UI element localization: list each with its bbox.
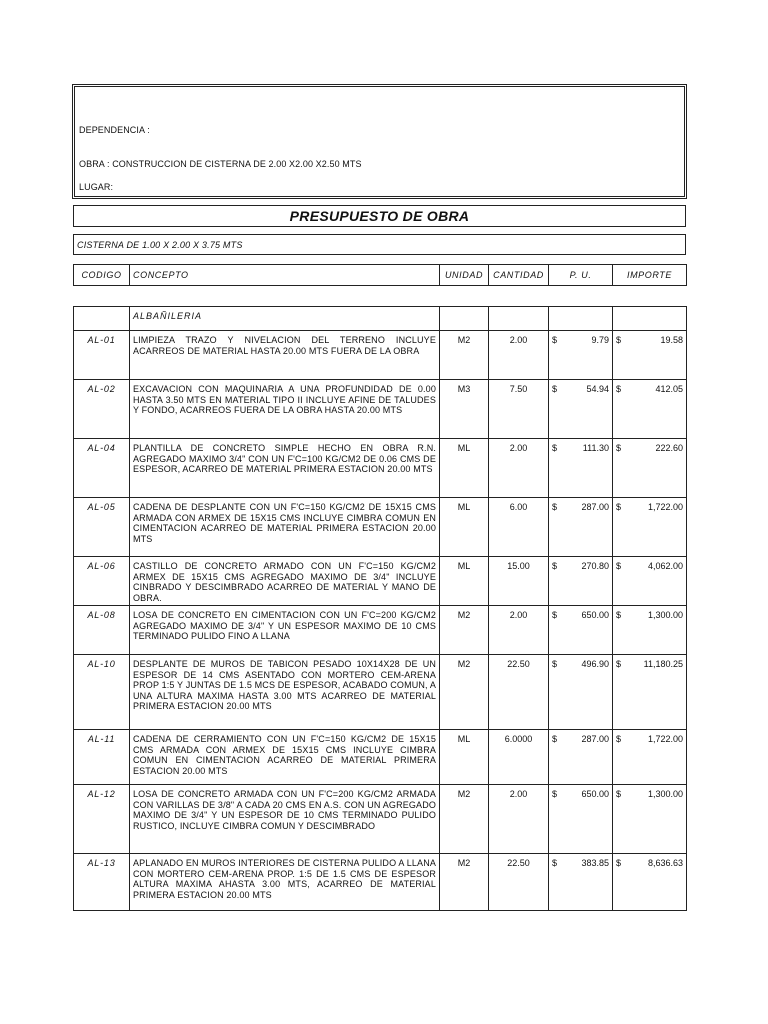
item-unit-price bbox=[549, 785, 613, 854]
item-unit-price bbox=[549, 380, 613, 439]
item-code: AL-01 bbox=[74, 331, 130, 380]
table-row bbox=[74, 380, 687, 439]
item-code: AL-06 bbox=[74, 557, 130, 606]
item-description: LOSA DE CONCRETO ARMADA CON UN F'C=200 KG/CM2 ARMADA CON VARILLAS DE 3/8" A CADA 20 CMS EN A.S. CON UN AGREGADO MAXIMO DE 3/4" Y UN ESPESOR DE 10 CMS TERMINADO PULIDO RUSTICO, INCLUYE CIMBRA COMUN Y DESCIMBRADO bbox=[130, 785, 440, 854]
item-description: CASTILLO DE CONCRETO ARMADO CON UN F'C=150 KG/CM2 ARMEX DE 15X15 CMS AGREGADO MAXIMO DE 3/4" INCLUYE CINBRADO Y DESCIMBRADO ACARREO DE MATERIAL Y MANO DE OBRA. bbox=[130, 557, 440, 606]
unit-price-value: 650.00 bbox=[581, 789, 609, 799]
item-quantity: 2.00 bbox=[489, 439, 549, 498]
importe-value: 8,636.63 bbox=[647, 858, 683, 868]
table-row bbox=[74, 854, 687, 911]
item-code: AL-12 bbox=[74, 785, 130, 854]
item-code: AL-13 bbox=[74, 854, 130, 911]
dependencia-label: DEPENDENCIA : bbox=[79, 125, 150, 135]
section-title: ALBAÑILERIA bbox=[130, 307, 440, 331]
table-row bbox=[74, 785, 687, 854]
item-quantity: 15.00 bbox=[489, 557, 549, 606]
importe-value: 1,722.00 bbox=[647, 734, 683, 744]
page-title: PRESUPUESTO DE OBRA bbox=[289, 208, 470, 224]
currency-symbol: $ bbox=[552, 335, 558, 345]
unit-price-value: 9.79 bbox=[591, 335, 609, 345]
importe-value: 4,062.00 bbox=[647, 561, 683, 571]
item-importe bbox=[613, 854, 687, 911]
table-row bbox=[74, 606, 687, 655]
item-unit: M2 bbox=[440, 655, 489, 730]
section-empty-cell bbox=[440, 307, 489, 331]
item-importe bbox=[613, 606, 687, 655]
column-header bbox=[73, 264, 687, 286]
currency-symbol: $ bbox=[616, 335, 622, 345]
item-unit-price bbox=[549, 854, 613, 911]
currency-symbol: $ bbox=[552, 610, 558, 620]
item-code: AL-10 bbox=[74, 655, 130, 730]
item-unit-price bbox=[549, 498, 613, 557]
title-box bbox=[73, 205, 686, 227]
item-importe bbox=[613, 730, 687, 785]
currency-symbol: $ bbox=[552, 502, 558, 512]
item-unit: M2 bbox=[440, 606, 489, 655]
page-subtitle: CISTERNA DE 1.00 X 2.00 X 3.75 MTS bbox=[77, 239, 243, 250]
unit-price-value: 496.90 bbox=[581, 659, 609, 669]
importe-value: 1,300.00 bbox=[647, 610, 683, 620]
section-empty-cell bbox=[549, 307, 613, 331]
section-code bbox=[74, 307, 130, 331]
item-description: PLANTILLA DE CONCRETO SIMPLE HECHO EN OBRA R.N. AGREGADO MAXIMO 3/4" CON UN F'C=100 KG/CM2 DE 0.06 CMS DE ESPESOR, ACARREO DE MATERIAL PRIMERA ESTACION 20.00 MTS bbox=[130, 439, 440, 498]
item-importe bbox=[613, 655, 687, 730]
col-pu: P. U. bbox=[549, 265, 613, 286]
currency-symbol: $ bbox=[616, 384, 622, 394]
item-quantity: 2.00 bbox=[489, 331, 549, 380]
item-unit: M3 bbox=[440, 380, 489, 439]
item-quantity: 22.50 bbox=[489, 655, 549, 730]
currency-symbol: $ bbox=[552, 734, 558, 744]
item-unit: ML bbox=[440, 730, 489, 785]
currency-symbol: $ bbox=[616, 502, 622, 512]
section-row bbox=[74, 307, 687, 331]
importe-value: 11,180.25 bbox=[643, 659, 683, 669]
item-unit: M2 bbox=[440, 785, 489, 854]
section-empty-cell bbox=[613, 307, 687, 331]
unit-price-value: 287.00 bbox=[581, 734, 609, 744]
item-unit-price bbox=[549, 331, 613, 380]
currency-symbol: $ bbox=[616, 858, 622, 868]
currency-symbol: $ bbox=[616, 734, 622, 744]
item-importe bbox=[613, 439, 687, 498]
unit-price-value: 111.30 bbox=[582, 443, 609, 453]
item-code: AL-04 bbox=[74, 439, 130, 498]
currency-symbol: $ bbox=[552, 443, 558, 453]
col-cantidad: CANTIDAD bbox=[489, 265, 549, 286]
budget-table bbox=[73, 306, 687, 911]
importe-value: 222.60 bbox=[655, 443, 683, 453]
item-unit-price bbox=[549, 557, 613, 606]
item-code: AL-05 bbox=[74, 498, 130, 557]
item-unit: ML bbox=[440, 557, 489, 606]
importe-value: 1,722.00 bbox=[647, 502, 683, 512]
item-unit-price bbox=[549, 606, 613, 655]
lugar-label: LUGAR: bbox=[79, 182, 114, 192]
item-description: CADENA DE DESPLANTE CON UN F'C=150 KG/CM2 DE 15X15 CMS ARMADA CON ARMEX DE 15X15 CMS INCLUYE CIMBRA COMUN EN CIMENTACION ACARREO DE MATERIAL PRIMERA ESTACION 20.00 MTS bbox=[130, 498, 440, 557]
col-unidad: UNIDAD bbox=[440, 265, 489, 286]
table-row bbox=[74, 557, 687, 606]
subtitle-box bbox=[73, 234, 686, 255]
importe-value: 19.58 bbox=[660, 335, 683, 345]
item-quantity: 7.50 bbox=[489, 380, 549, 439]
unit-price-value: 287.00 bbox=[581, 502, 609, 512]
currency-symbol: $ bbox=[552, 561, 558, 571]
item-code: AL-11 bbox=[74, 730, 130, 785]
col-concepto: CONCEPTO bbox=[130, 265, 440, 286]
item-quantity: 6.00 bbox=[489, 498, 549, 557]
item-quantity: 2.00 bbox=[489, 785, 549, 854]
currency-symbol: $ bbox=[552, 659, 558, 669]
table-row bbox=[74, 439, 687, 498]
table-row bbox=[74, 655, 687, 730]
item-description: LOSA DE CONCRETO EN CIMENTACION CON UN F'C=200 KG/CM2 AGREGADO MAXIMO DE 3/4" Y UN ESPESOR MAXIMO DE 10 CMS TERMINADO PULIDO FINO A LLANA bbox=[130, 606, 440, 655]
currency-symbol: $ bbox=[552, 384, 558, 394]
unit-price-value: 270.80 bbox=[581, 561, 609, 571]
item-importe bbox=[613, 498, 687, 557]
item-quantity: 22.50 bbox=[489, 854, 549, 911]
item-unit: M2 bbox=[440, 854, 489, 911]
unit-price-value: 383.85 bbox=[581, 858, 609, 868]
item-unit-price bbox=[549, 730, 613, 785]
item-description: CADENA DE CERRAMIENTO CON UN F'C=150 KG/CM2 DE 15X15 CMS ARMADA CON ARMEX DE 15X15 CMS INCLUYE CIMBRA COMUN EN CIMENTACION ACARREO DE MATERIAL PRIMERA ESTACION 20.00 MTS bbox=[130, 730, 440, 785]
table-row bbox=[74, 331, 687, 380]
table-row bbox=[74, 498, 687, 557]
item-unit: ML bbox=[440, 439, 489, 498]
item-quantity: 6.0000 bbox=[489, 730, 549, 785]
item-description: APLANADO EN MUROS INTERIORES DE CISTERNA PULIDO A LLANA CON MORTERO CEM-ARENA PROP. 1:5 DE 1.5 CMS DE ESPESOR ALTURA MAXIMA AHASTA 3.00 MTS, ACARREO DE MATERIAL PRIMERA ESTACION 20.00 MTS bbox=[130, 854, 440, 911]
item-importe bbox=[613, 380, 687, 439]
currency-symbol: $ bbox=[616, 789, 622, 799]
item-importe bbox=[613, 331, 687, 380]
item-importe bbox=[613, 785, 687, 854]
item-code: AL-02 bbox=[74, 380, 130, 439]
currency-symbol: $ bbox=[616, 561, 622, 571]
currency-symbol: $ bbox=[616, 610, 622, 620]
item-code: AL-08 bbox=[74, 606, 130, 655]
section-empty-cell bbox=[489, 307, 549, 331]
currency-symbol: $ bbox=[616, 443, 622, 453]
table-row bbox=[74, 730, 687, 785]
item-description: EXCAVACION CON MAQUINARIA A UNA PROFUNDIDAD DE 0.00 HASTA 3.50 MTS EN MATERIAL TIPO II INCLUYE AFINE DE TALUDES Y FONDO, ACARREOS FUERA DE LA OBRA HASTA 20.00 MTS bbox=[130, 380, 440, 439]
item-unit: ML bbox=[440, 498, 489, 557]
header-box bbox=[74, 86, 685, 197]
item-description: DESPLANTE DE MUROS DE TABICON PESADO 10X14X28 DE UN ESPESOR DE 14 CMS ASENTADO CON MORTERO CEM-ARENA PROP 1:5 Y JUNTAS DE 1.5 MCS DE ESPESOR, ACABADO COMUN, A UNA ALTURA MAXIMA HASTA 3.00 MTS ACARREO DE MATERIAL PRIMERA ESTACION 20.00 MTS bbox=[130, 655, 440, 730]
importe-value: 1,300.00 bbox=[647, 789, 683, 799]
unit-price-value: 650.00 bbox=[581, 610, 609, 620]
importe-value: 412.05 bbox=[655, 384, 683, 394]
item-description: LIMPIEZA TRAZO Y NIVELACION DEL TERRENO INCLUYE ACARREOS DE MATERIAL HASTA 20.00 MTS FUERA DE LA OBRA bbox=[130, 331, 440, 380]
unit-price-value: 54.94 bbox=[586, 384, 609, 394]
currency-symbol: $ bbox=[552, 789, 558, 799]
item-unit-price bbox=[549, 655, 613, 730]
currency-symbol: $ bbox=[552, 858, 558, 868]
item-quantity: 2.00 bbox=[489, 606, 549, 655]
obra-label: OBRA : CONSTRUCCION DE CISTERNA DE 2.00 X2.00 X2.50 MTS bbox=[79, 159, 362, 169]
item-unit: M2 bbox=[440, 331, 489, 380]
currency-symbol: $ bbox=[616, 659, 622, 669]
item-unit-price bbox=[549, 439, 613, 498]
item-importe bbox=[613, 557, 687, 606]
col-importe: IMPORTE bbox=[613, 265, 687, 286]
col-codigo: CODIGO bbox=[74, 265, 130, 286]
